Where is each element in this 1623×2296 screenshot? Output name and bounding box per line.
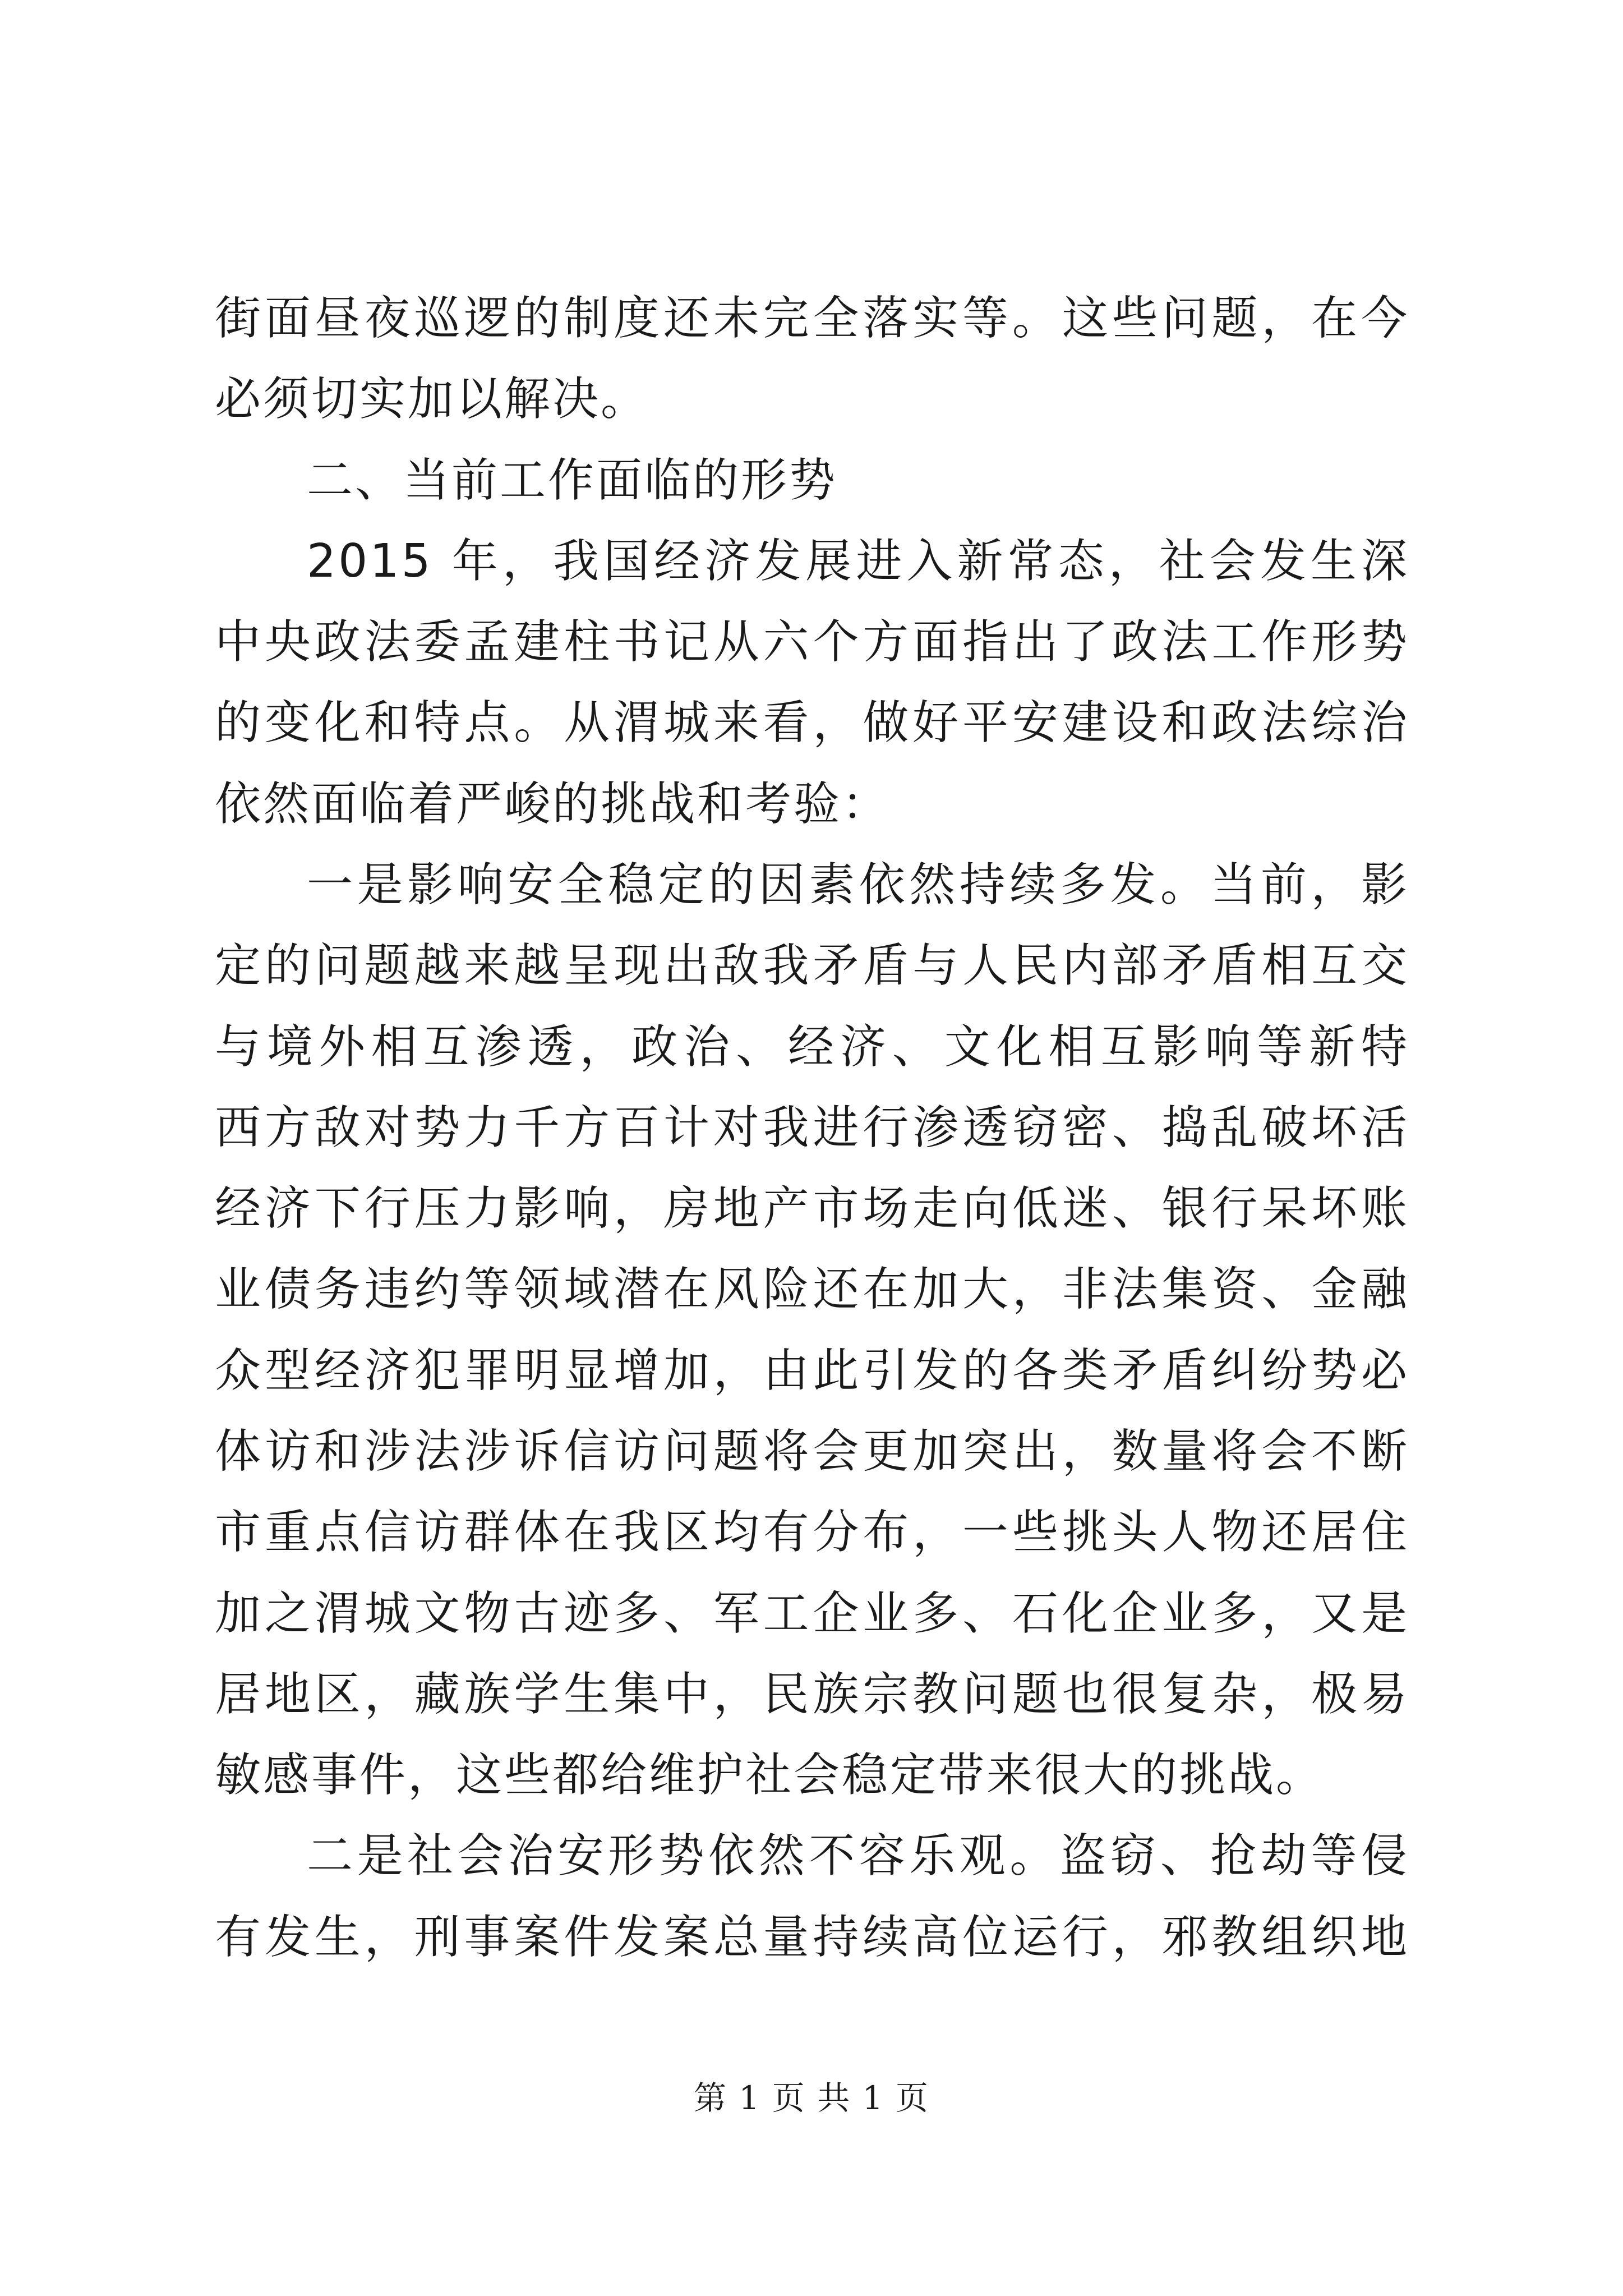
text-line: 有发生，刑事案件发案总量持续高位运行，邪教组织地 (215, 1911, 1409, 1964)
text-line: 的变化和特点。从渭城来看，做好平安建设和政法综治 (215, 696, 1409, 749)
text-line: 经济下行压力影响，房地产市场走向低迷、银行呆坏账 (215, 1182, 1409, 1235)
text-line: 一是影响安全稳定的因素依然持续多发。当前，影 (307, 858, 1409, 912)
text-line: 体访和涉法涉诉信访问题将会更加突出，数量将会不断 (215, 1425, 1409, 1478)
text-line: 必须切实加以解决。 (215, 372, 649, 426)
text-line: 街面昼夜巡逻的制度还未完全落实等。这些问题，在今 (215, 292, 1409, 345)
text-line: 二是社会治安形势依然不容乐观。盗窃、抢劫等侵 (307, 1829, 1409, 1883)
section-heading: 二、当前工作面临的形势 (307, 454, 838, 507)
page-footer: 第 1 页 共 1 页 (694, 2079, 929, 2117)
text-line: 定的问题越来越呈现出敌我矛盾与人民内部矛盾相互交 (215, 939, 1409, 992)
text-line: 敏感事件，这些都给维护社会稳定带来很大的挑战。 (215, 1749, 1325, 1802)
text-line: 西方敌对势力千方百计对我进行渗透窃密、捣乱破坏活 (215, 1101, 1409, 1154)
text-line: 加之渭城文物古迹多、军工企业多、石化企业多，又是 (215, 1587, 1409, 1640)
text-line: 依然面临着严峻的挑战和考验： (215, 777, 891, 831)
text-line: 众型经济犯罪明显增加，由此引发的各类矛盾纠纷势必 (215, 1344, 1409, 1397)
text-line: 2015 年，我国经济发展进入新常态，社会发生深 (307, 535, 1409, 588)
text-line: 中央政法委孟建柱书记从六个方面指出了政法工作形势 (215, 615, 1409, 669)
text-line: 业债务违约等领域潜在风险还在加大，非法集资、金融 (215, 1263, 1409, 1316)
text-line: 市重点信访群体在我区均有分布，一些挑头人物还居住 (215, 1506, 1409, 1559)
text-line: 与境外相互渗透，政治、经济、文化相互影响等新特 (215, 1020, 1409, 1074)
text-line: 居地区，藏族学生集中，民族宗教问题也很复杂，极易 (215, 1668, 1409, 1721)
